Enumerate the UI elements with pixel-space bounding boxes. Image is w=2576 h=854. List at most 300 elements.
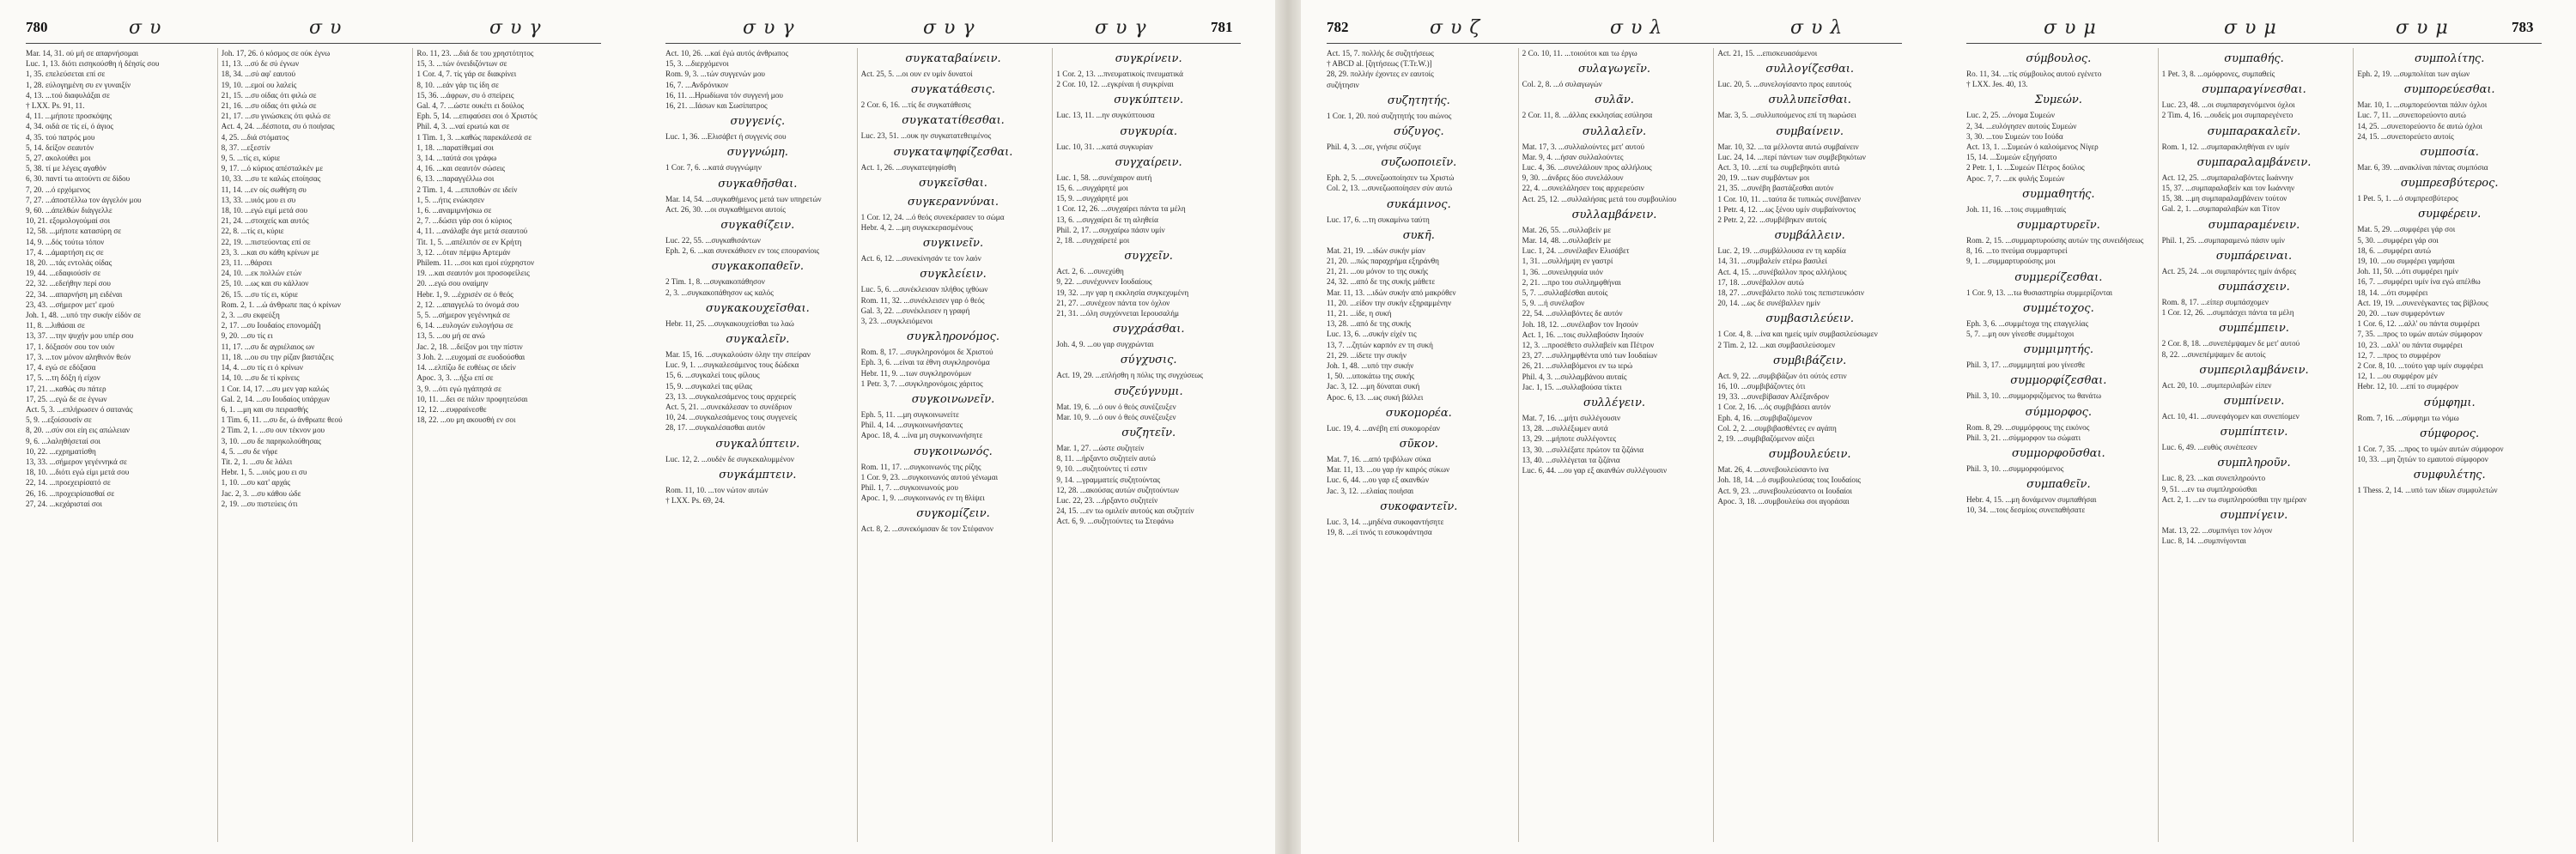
concordance-line: Act. 9, 22. ...συμβιβάζων ότι ούτός εστιν: [1717, 371, 1847, 380]
entry-headword: συμπληροῦν.: [2217, 457, 2291, 470]
concordance-line: Rom. 11, 17. ...συγκοινωνός της ρίζης: [860, 462, 981, 471]
concordance-line: 13, 33. ...σήμερον γεγέννηκά σε: [26, 457, 127, 466]
concordance-line: 3, 12. ...όταν πέμψω Αρτεμάν: [416, 247, 511, 257]
concordance-line: Joh. 18, 12. ...συνέλαβον τον Ιησούν: [1522, 319, 1638, 329]
entry-headword: συγκατάθεσις.: [911, 83, 996, 97]
entry-headword: συμμαρτυρεῖν.: [2016, 219, 2100, 233]
entry-headword: συμπίπτειν.: [2220, 426, 2288, 439]
running-head-left: σ υ μ: [2044, 17, 2097, 39]
concordance-line: Joh. 18, 14. ...ό συμβουλεύσας τοις Ιουδαίοις: [1717, 475, 1862, 485]
concordance-line: † ABCD al. [ζητήσεως (T.Tr.W.)]: [1327, 59, 1432, 69]
concordance-line: Act. 3, 10. ...επί τω συμβεβηκότι αυτώ: [1717, 163, 1840, 173]
running-head-left: σ υ ζ: [1430, 17, 1481, 39]
concordance-line: 17, 18. ...συνέβαλλον αυτώ: [1717, 277, 1804, 287]
concordance-line: 1 Cor. 9, 13. ...τω θυσιαστηρίω συμμερίζονται: [1966, 288, 2113, 297]
concordance-line: Act. 19, 19. ...συνενέγκαντες τας βίβλους: [2357, 298, 2488, 307]
entry-headword: συγκρίνειν.: [1115, 52, 1182, 65]
concordance-line: Eph. 2, 19. ...συμπολίται των αγίων: [2357, 70, 2470, 78]
entry-headword: συγκαλύπτειν.: [715, 437, 800, 451]
page-number: 783: [2512, 19, 2534, 35]
entry-headword: συμπεριλαμβάνειν.: [2199, 363, 2309, 377]
concordance-line: 15, 6. ...συγχάρητέ μοι: [1056, 184, 1128, 193]
concordance-line: 2 Tim. 1, 8. ...συγκακοπάθησον: [665, 277, 765, 287]
entry-headword: συζητεῖν.: [1121, 427, 1176, 440]
concordance-line: Luc. 20, 5. ...συνελογίσαντο προς εαυτούς: [1717, 80, 1852, 89]
entry-headword: συγκύπτειν.: [1114, 94, 1184, 107]
concordance-line: 25, 10. ...ως και συ κάλλιον: [221, 279, 309, 288]
concordance-line: 13, 37. ...την ψυχήν μου υπέρ σου: [26, 331, 134, 341]
concordance-line: 1 Cor. 7, 6. ...κατά συγγνώμην: [665, 163, 762, 173]
concordance-line: 1 Pet. 3, 8. ...ομόφρονες, συμπαθείς: [2161, 70, 2275, 78]
concordance-line: Eph. 3, 6. ...συμμέτοχα της επαγγελίας: [1966, 318, 2089, 328]
concordance-line: 11, 8. ...λιθάσαι σε: [26, 321, 85, 330]
concordance-line: 28, 29. πολλήν έχοντες εν εαυτοίς: [1327, 70, 1434, 79]
entry-headword: συμπίνειν.: [2223, 395, 2285, 409]
concordance-line: 2 Petr. 2, 22. ...συμβέβηκεν αυτοίς: [1717, 215, 1827, 225]
concordance-line: 16, 10. ...συμβιβάζοντες ότι: [1717, 382, 1806, 391]
concordance-line: 11, 13. ...σύ δε σύ έγνων: [221, 59, 300, 69]
concordance-line: Tit. 1, 5. ...απέλιπόν σε εν Κρήτη: [416, 237, 522, 246]
concordance-line: 7, 20. ...ό ερχόμενος: [26, 185, 90, 194]
concordance-line: 15, 9. ...συγχάρητέ μοι: [1056, 194, 1128, 203]
concordance-line: Mar. 9, 4. ...ήσαν συλλαλούντες: [1522, 152, 1624, 161]
concordance-line: Mat. 26, 4. ...συνεβουλεύσαντο ίνα: [1717, 465, 1829, 475]
entry-headword: συζητητής.: [1387, 94, 1450, 107]
entry-headword: συγκαθῆσθαι.: [718, 177, 798, 191]
concordance-line: Rom. 2, 1. ...ώ άνθρωπε πας ό κρίνων: [221, 300, 341, 309]
concordance-line: Apoc. 3, 3. ...ήξω επί σε: [416, 373, 494, 383]
concordance-line: Act. 1, 16. ...τοις συλλαβούσιν Ιησούν: [1522, 330, 1644, 339]
concordance-line: 23, 3. ...και συ κάθη κρίνων με: [221, 247, 319, 257]
concordance-line: Gal. 4, 7. ...ώστε ουκέτι ει δούλος: [416, 101, 525, 111]
concordance-line: Rom. 11, 32. ...συνέκλεισεν γαρ ό θεός: [860, 295, 985, 305]
concordance-line: 1 Cor. 12, 26. ...συγχαίρει πάντα τα μέλη: [1056, 204, 1186, 214]
left-book-spread: [0, 0, 1275, 854]
concordance-line: 21, 17. ...συ γινώσκεις ότι φιλώ σε: [221, 112, 331, 121]
concordance-line: Ro. 11, 23. ...διά δε του χρηστότητος: [416, 49, 534, 58]
concordance-line: 1 Cor. 9, 23. ...συγκοινωνός αυτού γένωμαι: [860, 472, 999, 482]
concordance-line: 18, 10. ...εγώ ειμί μετά σου: [221, 206, 308, 215]
entry-headword: συλλογίζεσθαι.: [1765, 63, 1855, 76]
concordance-line: 16, 11. ...Ηρωδίωνα τόν συγγενή μου: [665, 90, 783, 100]
entry-headword: συμπαραμένειν.: [2208, 218, 2300, 232]
concordance-line: Act. 12, 25. ...συμπαραλαβόντες Ιωάννην: [2161, 173, 2293, 182]
concordance-line: Mar. 11, 13. ...ιδών συκήν από μακρόθεν: [1327, 288, 1456, 297]
concordance-line: Joh. 17, 26. ό κόσμος σε ούκ έγνω: [221, 49, 331, 58]
concordance-line: 7, 27. ...άποστέλλω τον άγγελόν μου: [26, 195, 142, 204]
concordance-line: 21, 29. ...ίδετε την συκήν: [1327, 350, 1406, 360]
concordance-line: Apoc. 1, 9. ...συγκοινωνός εν τη θλίψει: [860, 494, 985, 503]
concordance-line: 4, 13. ...τού διαφυλάξαι σε: [26, 90, 110, 100]
entry-headword: συμποσία.: [2420, 146, 2479, 160]
concordance-line: Hebr. 4, 2. ...μη συγκεκερασμένους: [860, 223, 974, 233]
concordance-line: 19, 32. ...ην γαρ η εκκλησία συγκεχυμένη: [1056, 288, 1189, 297]
page-number: 782: [1327, 19, 1349, 35]
concordance-line: Luc. 3, 14. ...μηδένα συκοφαντήσητε: [1327, 517, 1444, 526]
concordance-line: 13, 29. ...μήποτε συλλέγοντες: [1522, 434, 1617, 444]
column-3: [412, 48, 601, 842]
concordance-line: Col. 2, 2. ...συμβιβασθέντες εν αγάπη: [1717, 423, 1837, 433]
concordance-line: 3, 23. ...συγκλειόμενοι: [860, 317, 933, 326]
entry-headword: συμπνίγειν.: [2220, 509, 2288, 523]
concordance-line: Col. 2, 13. ...συνεζωοποίησεν σύν αυτώ: [1327, 184, 1453, 193]
concordance-line: 18, 10. ...διότι εγώ είμι μετά σου: [26, 468, 130, 477]
concordance-line: 3, 14. ...ταύτά σοι γράφω: [416, 154, 497, 163]
concordance-line: 24, 32. ...από δε της συκής μάθετε: [1327, 277, 1436, 287]
entry-headword: συγκακοπαθεῖν.: [711, 260, 805, 274]
concordance-line: Phil. 4, 3. ...ναί ερωτώ και σε: [416, 122, 510, 131]
concordance-line: 21, 16. ...συ οίδας ότι φιλώ σε: [221, 101, 317, 111]
concordance-line: 1 Petr. 3, 7. ...συγκληρονόμοις χάριτος: [860, 379, 983, 388]
concordance-line: Act. 8, 2. ...συνεκόμισαν δε τον Στέφανον: [860, 524, 993, 534]
concordance-line: Luc. 1, 13. διότι εισηκούσθη ή δέησίς σου: [26, 59, 160, 69]
concordance-line: 1 Cor. 14, 17. ...συ μεν γαρ καλώς: [221, 384, 330, 393]
entry-headword: συγκληρονόμος.: [907, 330, 999, 344]
concordance-line: Eph. 2, 6. ...και συνεκάθισεν εν τοις επουρανίοις: [665, 246, 820, 256]
concordance-line: 17, 21. ...καθώς συ πάτερ: [26, 384, 106, 393]
concordance-line: Rom. 1, 12. ...συμπαρακληθήναι εν υμίν: [2161, 142, 2290, 151]
concordance-line: 2 Tim. 2, 1. ...συ ουν τέκνον μου: [221, 426, 325, 435]
entry-headword: συγκαταβαίνειν.: [905, 52, 1001, 65]
concordance-line: 4, 16. ...και σεαυτόν σώσεις: [416, 164, 506, 173]
concordance-line: 18, 22. ...ου μη ακουσθή εν σοι: [416, 415, 516, 425]
concordance-line: Rom. 7, 16. ...σύμφημι τω νόμω: [2357, 413, 2459, 422]
concordance-line: 19, 44. ...εδαφιούσίν σε: [26, 269, 101, 278]
concordance-line: 20, 20. ...των συμφερόντων: [2357, 309, 2445, 318]
concordance-line: 18, 14. ...ότι συμφέρει: [2357, 288, 2428, 297]
header-rule: [665, 43, 1241, 44]
concordance-line: Luc. 4, 36. ...συνελάλουν προς αλλήλους: [1522, 163, 1652, 173]
concordance-line: 17, 4. εγώ σε εδόξασα: [26, 363, 96, 372]
entry-headword: συμπαθής.: [2224, 52, 2284, 65]
running-head-left: σ υ: [129, 17, 162, 39]
entry-headword: συμβιβάζειν.: [1773, 354, 1847, 367]
concordance-line: 2, 7. ...δώσει γάρ σοι ό κύριος: [416, 216, 512, 226]
entry-headword: συκομορέα.: [1385, 406, 1452, 420]
entry-headword: συλλαμβάνειν.: [1571, 208, 1657, 221]
concordance-line: 15, 3. ...τών όνειδιζόντων σε: [416, 59, 507, 69]
entry-headword: συζεύγνυμι.: [1114, 385, 1183, 398]
column-3: [1713, 48, 1902, 842]
column-2: [217, 48, 406, 842]
concordance-line: Mar. 10, 9. ...ό ουν ό θεός συνέζευξεν: [1056, 412, 1176, 421]
concordance-line: 15, 36. ...άφρων, συ ό σπείρεις: [416, 90, 514, 100]
concordance-line: Mar. 14, 31. ού μή σε απαρνήσομαι: [26, 49, 139, 58]
concordance-line: Act. 13, 1. ...Συμεών ό καλούμενος Νίγερ: [1966, 142, 2099, 152]
concordance-line: 2 Tim. 4, 16. ...ουδείς μοι συμπαρεγένετο: [2161, 111, 2293, 120]
concordance-line: 1 Cor. 1, 20. πού συζητητής του αιώνος: [1327, 111, 1452, 120]
concordance-line: 9, 17. ...ό κύριος απέσταλκέν με: [221, 164, 324, 173]
concordance-line: 18, 6. ...συμφέρει αυτώ: [2357, 245, 2432, 255]
running-head-center: σ υ: [309, 17, 343, 39]
concordance-line: Phil. 4, 14. ...συγκοινωνήσαντες: [860, 421, 963, 430]
concordance-line: 14. ...ελπίζω δε ευθέως σε ιδείν: [416, 363, 516, 372]
concordance-line: Hebr. 12, 10. ...επί το συμφέρον: [2357, 382, 2459, 391]
concordance-line: 14, 25. ...συνεπορεύοντο δε αυτώ όχλοι: [2357, 121, 2482, 130]
concordance-line: 17, 4. ...άμαρτήση εις σε: [26, 247, 104, 257]
concordance-line: Mat. 7, 16. ...μήτι συλλέγουσιν: [1522, 414, 1621, 423]
concordance-line: 12, 28. ...ακούσας αυτών συζητούντων: [1056, 485, 1180, 494]
entry-headword: συγκαταψηφίζεσθαι.: [893, 145, 1013, 159]
concordance-line: 6, 1. ...μη και συ πειρασθής: [221, 404, 309, 414]
concordance-line: Rom. 2, 15. ...συμμαρτυρούσης αυτών της συνειδήσεως: [1966, 236, 2144, 245]
concordance-line: 2, 18. ...συγχαίρετέ μοι: [1056, 236, 1130, 245]
concordance-line: 2, 17. ...συ Ιουδαίος επονομάζη: [221, 321, 321, 330]
concordance-line: 14, 4. ...συ τίς ει ό κρίνων: [221, 363, 303, 372]
concordance-line: Mar. 1, 27. ...ώστε συζητείν: [1056, 444, 1145, 453]
concordance-line: Eph. 2, 5. ...συνεζωοποίησεν τω Χριστώ: [1327, 173, 1455, 183]
concordance-line: 6, 30. παντί τω αιτούντι σε δίδου: [26, 174, 131, 184]
concordance-line: Apoc. 6, 13. ...ως συκή βάλλει: [1327, 392, 1424, 402]
concordance-line: 4, 25. ...διά στόματος: [221, 132, 289, 142]
entry-headword: συγκλείειν.: [920, 268, 987, 282]
concordance-line: 15, 6. ...συγκαλεί τους φίλους: [665, 371, 760, 380]
concordance-line: Eph. 5, 11. ...μη συγκοινωνείτε: [860, 410, 959, 420]
entry-headword: συλλυπεῖσθαι.: [1768, 94, 1851, 107]
entry-headword: συμβουλεύειν.: [1768, 448, 1851, 462]
concordance-line: 15, 14. ...Συμεών εξηγήσατο: [1966, 153, 2057, 162]
concordance-line: 17, 25. ...εγώ δε σε έγνων: [26, 394, 107, 403]
concordance-line: 5, 5. ...σήμερον γεγέννηκά σε: [416, 311, 511, 320]
concordance-line: 1, 50. ...υποκάτω της συκής: [1327, 372, 1415, 381]
concordance-line: 1 Tim. 1, 3. ...καθώς παρεκάλεσά σε: [416, 132, 532, 142]
concordance-line: 19, 10. ...ου συμφέρει γαμήσαι: [2357, 257, 2455, 266]
concordance-line: Gal. 3, 22. ...συνέκλεισεν η γραφή: [860, 306, 970, 315]
concordance-line: 21, 15. ...συ οίδας ότι φιλώ σε: [221, 90, 317, 100]
concordance-line: 10, 34. ...τοις δεσμίοις συνεπαθήσατε: [1966, 506, 2086, 515]
header-rule: [1966, 43, 2542, 44]
concordance-line: 10, 24. ...συγκαλεσάμενος τους συγγενείς: [665, 413, 798, 422]
concordance-line: 22, 8. ...τίς ει, κύριε: [221, 227, 284, 236]
concordance-line: 22, 34. ...απαρνήση μη ειδέναι: [26, 289, 123, 299]
concordance-line: Act. 6, 9. ...συζητούντες τω Στεφάνω: [1056, 517, 1174, 526]
entry-headword: συγκαθίζειν.: [720, 219, 795, 233]
concordance-line: Act. 25, 12. ...συλλαλήσας μετά του συμβουλίου: [1522, 194, 1677, 203]
concordance-line: 11, 18. ...ου συ την ρίζαν βαστάζεις: [221, 352, 334, 361]
column-2: [2158, 48, 2347, 842]
concordance-line: 4, 11. ...μήποτε προσκόψης: [26, 112, 112, 121]
concordance-line: Mar. 10, 1. ...συμπορεύονται πάλιν όχλοι: [2357, 100, 2488, 110]
concordance-line: 17, 3. ...τον μόνον αληθινόν θεόν: [26, 352, 131, 361]
running-head-center: σ υ γ: [923, 17, 975, 39]
entry-headword: συμπαθεῖν.: [2026, 478, 2091, 492]
concordance-line: 11, 21. ...ίδε, η συκή: [1327, 309, 1392, 318]
concordance-line: Hebr. 1, 9. ...έχρισέν σε ό θεός: [416, 289, 513, 299]
concordance-line: 1, 6. ...αναμιμνήσκω σε: [416, 206, 492, 215]
concordance-line: Luc. 9, 1. ...συγκαλεσάμενος τους δώδεκα: [665, 360, 799, 370]
concordance-line: 3, 10. ...συ δε παρηκολούθησας: [221, 436, 321, 445]
concordance-line: Act. 25, 5. ...οι ουν εν υμίν δυνατοί: [860, 70, 973, 78]
entry-headword: συλαγωγεῖν.: [1577, 63, 1651, 76]
entry-headword: συγκυρία.: [1120, 124, 1177, 138]
concordance-line: 6, 13. ...παραγγέλλω σοι: [416, 174, 495, 184]
entry-headword: συμβασιλεύειν.: [1765, 312, 1855, 326]
concordance-line: Act. 26, 30. ...οι συγκαθήμενοι αυτοίς: [665, 204, 786, 214]
concordance-line: Jac. 3, 12. ...ελαίας ποιήσαι: [1327, 486, 1414, 495]
concordance-line: 6, 14. ...ευλογών ευλογήσω σε: [416, 321, 513, 330]
concordance-line: Hebr. 4, 15. ...μη δυνάμενον συμπαθήσαι: [1966, 495, 2097, 505]
concordance-line: 8, 37. ...εξεστίν: [221, 142, 270, 152]
concordance-line: Luc. 10, 31. ...κατά συγκυρίαν: [1056, 142, 1153, 151]
entry-headword: συμπάσχειν.: [2218, 281, 2290, 294]
column-2: [1518, 48, 1707, 842]
header-rule: [26, 43, 601, 44]
concordance-line: 12, 12. ...ευφραίνεσθε: [416, 404, 487, 414]
concordance-line: Luc. 2, 25. ...όνομα Συμεών: [1966, 111, 2055, 120]
concordance-line: Hebr. 11, 25. ...συγκακουχείσθαι τω λαώ: [665, 318, 794, 328]
concordance-line: 15, 3. ...διερχόμενοι: [665, 59, 729, 69]
entry-headword: συγκεῖσθαι.: [919, 176, 987, 190]
entry-headword: συγχράσθαι.: [1112, 323, 1185, 336]
concordance-line: 20, 14. ...ως δε συνέβαλλεν ημίν: [1717, 299, 1820, 308]
concordance-line: 19. ...και σεαυτόν μοι προσοφείλεις: [416, 269, 530, 278]
concordance-line: Jac. 2, 18. ...δείξον μοι την πίστιν: [416, 342, 523, 351]
concordance-line: 15, 37. ...συμπαραλαβείν και τον Ιωάννην: [2161, 184, 2295, 193]
concordance-line: 1 Cor. 6, 12. ...αλλ' ου πάντα συμφέρει: [2357, 319, 2480, 329]
concordance-line: 2, 19. ...συμβιβαζόμενον αύξει: [1717, 434, 1815, 444]
concordance-line: Act. 5, 3. ...επλήρωσεν ό σατανάς: [26, 404, 133, 414]
concordance-line: Rom. 8, 17. ...συγκληρονόμοι δε Χριστού: [860, 348, 993, 357]
concordance-line: Luc. 6, 49. ...ευθύς συνέπεσεν: [2161, 443, 2257, 452]
concordance-line: 26, 15. ...συ τίς ει, κύριε: [221, 289, 299, 299]
concordance-line: 20. ...εγώ σου οναίμην: [416, 279, 489, 288]
concordance-line: Act. 20, 10. ...συμπεριλαβών είπεν: [2161, 380, 2272, 390]
page-781: [640, 0, 1267, 854]
concordance-line: 4, 34. οιδά σε τίς εί, ό άγιος: [26, 122, 114, 131]
concordance-line: 1, 10. ...συ κατ' αρχάς: [221, 478, 291, 488]
concordance-line: 2, 3. ...συ εκφεύξη: [221, 311, 280, 320]
concordance-line: Act. 5, 21. ...συνεκάλεσαν το συνέδριον: [665, 403, 793, 412]
concordance-line: 14, 10. ...συ δε τί κρίνεις: [221, 373, 300, 383]
concordance-line: Luc. 8, 14. ...συμπνίγονται: [2161, 536, 2246, 546]
concordance-line: Act. 21, 15. ...επισκευασάμενοι: [1717, 49, 1818, 58]
entry-headword: συμπρεσβύτερος.: [2400, 177, 2499, 191]
column-2: [857, 48, 1046, 842]
concordance-line: 1 Cor. 12, 26. ...συμπάσχει πάντα τα μέλη: [2161, 308, 2294, 318]
concordance-line: Jac. 2, 3. ...συ κάθου ώδε: [221, 488, 301, 498]
concordance-line: 20, 19. ...των συμβάντων μοι: [1717, 173, 1810, 183]
concordance-line: Act. 19, 29. ...επλήσθη η πόλις της συγχύσεως: [1056, 371, 1203, 380]
concordance-line: 24, 15. ...εν τω ομιλείν αυτούς και συζητείν: [1056, 506, 1194, 516]
concordance-line: Joh. 4, 9. ...ου γαρ συγχρώνται: [1056, 340, 1154, 349]
concordance-line: 5, 30. ...συμφέρει γάρ σοι: [2357, 235, 2439, 245]
concordance-line: Luc. 22, 23. ...ήρξαντο συζητείν: [1056, 496, 1158, 506]
page-number: 780: [26, 19, 48, 35]
entry-headword: συμμέτοχος.: [2022, 301, 2094, 315]
entry-headword: συμμερίζεσθαι.: [2014, 270, 2103, 284]
concordance-line: 19, 8. ...εί τινός τι εσυκοφάντησα: [1327, 528, 1432, 537]
concordance-line: Mat. 26, 55. ...συλλαβείν με: [1522, 225, 1611, 234]
concordance-line: 28, 17. ...συγκαλέσασθαι αυτόν: [665, 423, 766, 433]
entry-headword: συμπαραλαμβάνειν.: [2196, 155, 2312, 169]
column-1: [1327, 48, 1511, 842]
concordance-line: Eph. 3, 6. ...είναι τα έθνη συγκληρονόμα: [860, 358, 990, 367]
concordance-line: 2 Cor. 11, 8. ...άλλας εκκλησίας εσύλησα: [1522, 111, 1653, 120]
column-1: [26, 48, 210, 842]
concordance-line: 21, 20. ...πώς παραχρήμα εξηράνθη: [1327, 257, 1439, 266]
concordance-line: 3, 30. ...του Συμεών του Ιούδα: [1966, 131, 2063, 141]
concordance-line: † LXX. Jes. 40, 13.: [1966, 80, 2028, 89]
concordance-line: 2 Co. 10, 11. ...τοιούτοι και τω έργω: [1522, 49, 1637, 58]
concordance-line: 17, 5. ...τη δόξη ή είχον: [26, 373, 100, 383]
concordance-line: 13, 7. ...ζητών καρπόν εν τη συκή: [1327, 340, 1433, 349]
concordance-line: 10, 33. ...μη ζητών το εμαυτού σύμφορον: [2357, 455, 2488, 464]
running-head-right: σ υ γ: [489, 17, 542, 39]
entry-headword: συγχεῖν.: [1124, 250, 1173, 263]
concordance-line: Apoc. 7, 7. ...εκ φυλής Συμεών: [1966, 173, 2065, 183]
concordance-line: 1 Tim. 6, 11. ...συ δε, ώ άνθρωπε θεού: [221, 415, 343, 425]
concordance-line: Luc. 7, 11. ...συνεπορεύοντο αυτώ: [2357, 111, 2466, 120]
entry-headword: συγκακουχεῖσθαι.: [705, 301, 810, 315]
concordance-line: 4, 5. ...συ δε νήφε: [221, 446, 278, 456]
concordance-line: Mar. 3, 5. ...συλλυπούμενος επί τη πωρώσει: [1717, 111, 1856, 120]
concordance-line: 4, 35. τού πατρός μου: [26, 132, 95, 142]
entry-headword: σύζυγος.: [1393, 125, 1444, 139]
concordance-line: Luc. 5, 6. ...συνέκλεισαν πλήθος ιχθύων: [860, 285, 988, 294]
concordance-line: Luc. 19, 4. ...ανέβη επί συκομορέαν: [1327, 423, 1441, 433]
concordance-line: 1 Cor. 4, 8. ...ίνα και ημείς υμίν συμβασιλεύσωμεν: [1717, 330, 1878, 339]
concordance-line: 14, 9. ...δός τούτω τόπον: [26, 237, 105, 246]
concordance-line: 23, 13. ...συγκαλεσάμενος τους αρχιερείς: [665, 391, 797, 401]
entry-headword: συμμαθητής.: [2022, 187, 2095, 201]
concordance-line: Phil. 3, 17. ...συμμιμηταί μου γίνεσθε: [1966, 360, 2086, 370]
concordance-line: 14, 31. ...συμβαλείν ετέρω βασιλεί: [1717, 257, 1827, 266]
concordance-line: 2 Petr. 1, 1. ...Συμεών Πέτρος δούλος: [1966, 163, 2085, 173]
concordance-line: Eph. 5, 14. ...επιφαύσει σοι ό Χριστός: [416, 112, 538, 121]
entry-headword: σύμβουλος.: [2026, 52, 2092, 65]
entry-headword: συγκαλεῖν.: [726, 333, 790, 347]
column-3: [1052, 48, 1241, 842]
entry-headword: συμφέρειν.: [2418, 208, 2482, 221]
concordance-line: 2 Tim. 1, 4. ...επιποθών σε ιδείν: [416, 185, 518, 194]
running-head-center: σ υ λ: [1610, 17, 1663, 39]
concordance-line: 12, 3. ...προσέθετο συλλαβείν και Πέτρον: [1522, 341, 1655, 350]
concordance-line: Luc. 24, 14. ...περί πάντων των συμβεβηκότων: [1717, 152, 1866, 161]
page-782: [1301, 0, 1928, 854]
concordance-line: 5, 27. ακολούθει μοι: [26, 154, 91, 163]
entry-headword: συγκοινωνεῖν.: [911, 393, 995, 407]
concordance-line: 2 Cor. 10, 12. ...εγκρίναι ή συγκρίναι: [1056, 80, 1174, 89]
concordance-line: 23, 27. ...συλλημφθέντα υπό των Ιουδαίων: [1522, 351, 1657, 360]
entry-headword: συλλέγειν.: [1583, 397, 1646, 410]
running-head-center: σ υ μ: [2224, 17, 2277, 39]
concordance-line: 15, 9. ...συγκαλεί τας φίλας: [665, 381, 752, 391]
running-head-right: σ υ λ: [1790, 17, 1844, 39]
entry-headword: συμπαρακαλεῖν.: [2207, 124, 2301, 138]
entry-headword: συγκομίζειν.: [916, 507, 990, 521]
concordance-line: 1 Petr. 4, 12. ...ως ξένου υμίν συμβαίνοντος: [1717, 204, 1856, 214]
concordance-line: Jac. 1, 15. ...συλλαβούσα τίκτει: [1522, 382, 1622, 391]
entry-headword: συμμορφοῦσθαι.: [2011, 447, 2105, 461]
concordance-line: 22, 32. ...εδεήθην περί σου: [26, 279, 111, 288]
entry-headword: συλλαλεῖν.: [1582, 124, 1647, 138]
entry-headword: συμπαραγίνεσθαι.: [2202, 83, 2306, 97]
concordance-line: 23, 43. ...σήμερον μετ' εμού: [26, 300, 114, 309]
running-head-left: σ υ γ: [743, 17, 795, 39]
concordance-columns: [665, 48, 1241, 842]
entry-headword: συμπάρειναι.: [2215, 249, 2293, 263]
concordance-line: Luc. 1, 24. ...συνέλαβεν Ελισάβετ: [1522, 246, 1630, 256]
concordance-line: Mat. 13, 22. ...συμπνίγει τον λόγον: [2161, 526, 2273, 536]
entry-headword: συγκεραννύναι.: [907, 195, 999, 209]
concordance-line: Luc. 23, 48. ...οι συμπαραγενόμενοι όχλοι: [2161, 100, 2295, 110]
concordance-line: Luc. 23, 51. ...ουκ ην συγκατατεθειμένος: [860, 131, 992, 141]
concordance-line: 1, 31. ...συλλήμψη εν γαστρί: [1522, 257, 1613, 266]
concordance-line: 22, 54. ...συλλαβόντες δε αυτόν: [1522, 309, 1623, 318]
concordance-line: 1 Cor. 2, 13. ...πνευματικοίς πνευματικά: [1056, 70, 1183, 78]
entry-headword: συμπορεύεσθαι.: [2403, 83, 2495, 97]
concordance-line: Mar. 11, 13. ...ου γαρ ήν καιρός σύκων: [1327, 465, 1450, 475]
